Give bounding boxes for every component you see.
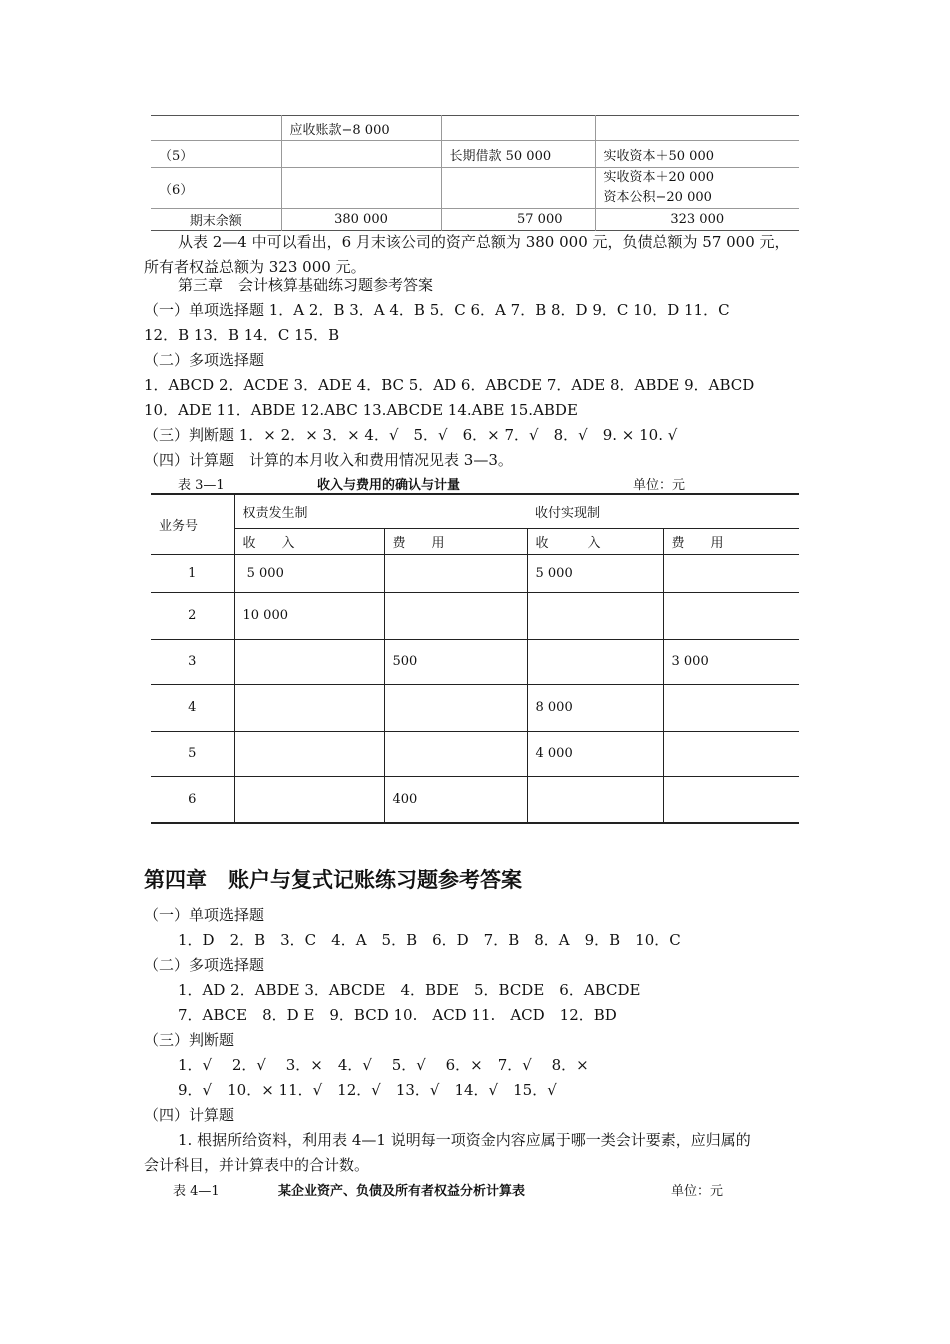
table-cell: 4 xyxy=(151,684,234,731)
header-expense: 费 用 xyxy=(384,528,527,554)
table-row xyxy=(151,141,799,168)
table-row xyxy=(151,639,799,684)
table-cell xyxy=(441,168,595,209)
section-heading: （一）单项选择题 xyxy=(144,906,265,924)
table-row xyxy=(151,554,799,592)
table-cell xyxy=(151,116,281,141)
table-cell xyxy=(384,731,527,776)
header-income: 收 入 xyxy=(234,528,384,554)
table-cell: 8 000 xyxy=(527,684,663,731)
header-cash: 收付实现制 xyxy=(535,505,601,521)
table-cell: 57 000 xyxy=(441,209,595,231)
table-title: 某企业资产、负债及所有者权益分析计算表 xyxy=(278,1184,526,1199)
table-cell: 应收账款−8 000 xyxy=(281,116,441,141)
calc-instruction: 1. 根据所给资料，利用表 4—1 说明每一项资金内容应属于哪一类会计要素，应归属的 xyxy=(178,1131,751,1149)
judgment-answers: 9．√ 10．× 11．√ 12．√ 13．√ 14．√ 15．√ xyxy=(178,1081,557,1099)
table-cell xyxy=(595,168,799,209)
table-cell: 3 xyxy=(151,639,234,684)
balance-table xyxy=(151,115,799,231)
table-row xyxy=(151,116,799,141)
multi-choice-answers: 1．AD 2．ABDE 3．ABCDE 4．BDE 5．BCDE 6．ABCDE xyxy=(178,981,641,999)
table-cell: 500 xyxy=(384,639,527,684)
table-cell xyxy=(234,776,384,823)
header-biz-no: 业务号 xyxy=(151,494,234,554)
chapter-3-title: 第三章 会计核算基础练习题参考答案 xyxy=(178,276,434,294)
header-accrual: 权责发生制 xyxy=(242,505,308,521)
multi-choice-answers: 1．ABCD 2．ACDE 3．ADE 4．BC 5．AD 6．ABCDE 7．ADE 8．ABDE 9．ABCD xyxy=(144,376,755,394)
table-cell xyxy=(527,639,663,684)
table-cell xyxy=(527,776,663,823)
table-cell: 实收资本＋50 000 xyxy=(603,148,714,164)
table-label: 表 4—1 xyxy=(173,1184,220,1199)
table-cell: （5） xyxy=(151,141,281,168)
judgment-answers: （三）判断题 1．× 2．× 3．× 4．√ 5．√ 6．× 7．√ 8．√ 9. × 10. √ xyxy=(144,426,678,444)
single-choice-answers: （一）单项选择题 1．A 2．B 3．A 4．B 5．C 6．A 7．B 8．D 9．C 10．D 11．C xyxy=(144,301,730,319)
table-row xyxy=(151,731,799,776)
judgment-answers: 1．√ 2．√ 3．× 4．√ 5．√ 6．× 7．√ 8．× xyxy=(178,1056,589,1074)
table-row xyxy=(151,168,799,209)
table-cell xyxy=(663,592,799,639)
table-cell xyxy=(663,776,799,823)
table-row xyxy=(151,592,799,639)
table-row xyxy=(151,209,799,231)
table-unit: 单位：元 xyxy=(671,1184,724,1199)
table-row xyxy=(151,776,799,823)
table-cell xyxy=(527,592,663,639)
multi-choice-answers: 7．ABCE 8．D E 9．BCD 10. ACD 11. ACD 12．BD xyxy=(178,1006,617,1024)
table-cell xyxy=(663,731,799,776)
table-cell: 2 xyxy=(151,592,234,639)
table-cell: 10 000 xyxy=(234,592,384,639)
table-cell xyxy=(441,116,595,141)
table-cell: （6） xyxy=(151,168,281,209)
table-row xyxy=(151,684,799,731)
table-cell xyxy=(384,554,527,592)
table-cell: 5 xyxy=(151,731,234,776)
table-cell xyxy=(663,554,799,592)
table-cell: 5 000 xyxy=(527,554,663,592)
table-cell: 长期借款 50 000 xyxy=(441,141,595,168)
header-income-cash: 收 入 xyxy=(527,528,663,554)
table-cell xyxy=(595,116,799,141)
table-cell xyxy=(281,141,441,168)
table-cell xyxy=(384,592,527,639)
paragraph-line: 从表 2—4 中可以看出，6 月末该公司的资产总额为 380 000 元，负债总额为 57 000 元， xyxy=(178,233,790,251)
table-cell xyxy=(663,684,799,731)
table-cell: 3 000 xyxy=(671,654,709,669)
section-heading: （二）多项选择题 xyxy=(144,351,265,369)
table-cell: 380 000 xyxy=(281,209,441,231)
calc-intro: （四）计算题 计算的本月收入和费用情况见表 3—3。 xyxy=(144,451,513,469)
table-cell: 1 xyxy=(151,554,234,592)
table-unit: 单位：元 xyxy=(633,478,686,493)
multi-choice-answers: 10．ADE 11．ABDE 12.ABC 13.ABCDE 14.ABE 15.ABDE xyxy=(144,401,578,419)
table-cell: 400 xyxy=(384,776,527,823)
table-label: 表 3—1 xyxy=(178,478,225,493)
section-heading: （四）计算题 xyxy=(144,1106,235,1124)
table-cell xyxy=(234,684,384,731)
table-cell xyxy=(234,639,384,684)
table-cell xyxy=(234,731,384,776)
income-expense-table xyxy=(151,493,799,824)
table-cell xyxy=(384,684,527,731)
header-expense-cash: 费 用 xyxy=(671,535,724,551)
table-cell xyxy=(281,168,441,209)
table-cell: 期末余额 xyxy=(151,209,281,231)
cell-line: 实收资本＋20 000 xyxy=(603,170,714,185)
table-cell: 323 000 xyxy=(670,212,725,227)
calc-instruction: 会计科目，并计算表中的合计数。 xyxy=(144,1156,370,1174)
paragraph-line: 所有者权益总额为 323 000 元。 xyxy=(144,258,366,276)
cell-line: 资本公积−20 000 xyxy=(603,190,712,205)
single-choice-answers: 1．D 2．B 3．C 4．A 5．B 6．D 7．B 8．A 9．B 10．C xyxy=(178,931,681,949)
table-title: 收入与费用的确认与计量 xyxy=(317,478,461,493)
table-cell: 5 000 xyxy=(234,554,384,592)
chapter-4-title: 第四章 账户与复式记账练习题参考答案 xyxy=(144,868,522,892)
section-heading: （三）判断题 xyxy=(144,1031,235,1049)
section-heading: （二）多项选择题 xyxy=(144,956,265,974)
table-cell: 6 xyxy=(151,776,234,823)
single-choice-answers: 12．B 13．B 14．C 15．B xyxy=(144,326,340,344)
table-cell: 4 000 xyxy=(527,731,663,776)
